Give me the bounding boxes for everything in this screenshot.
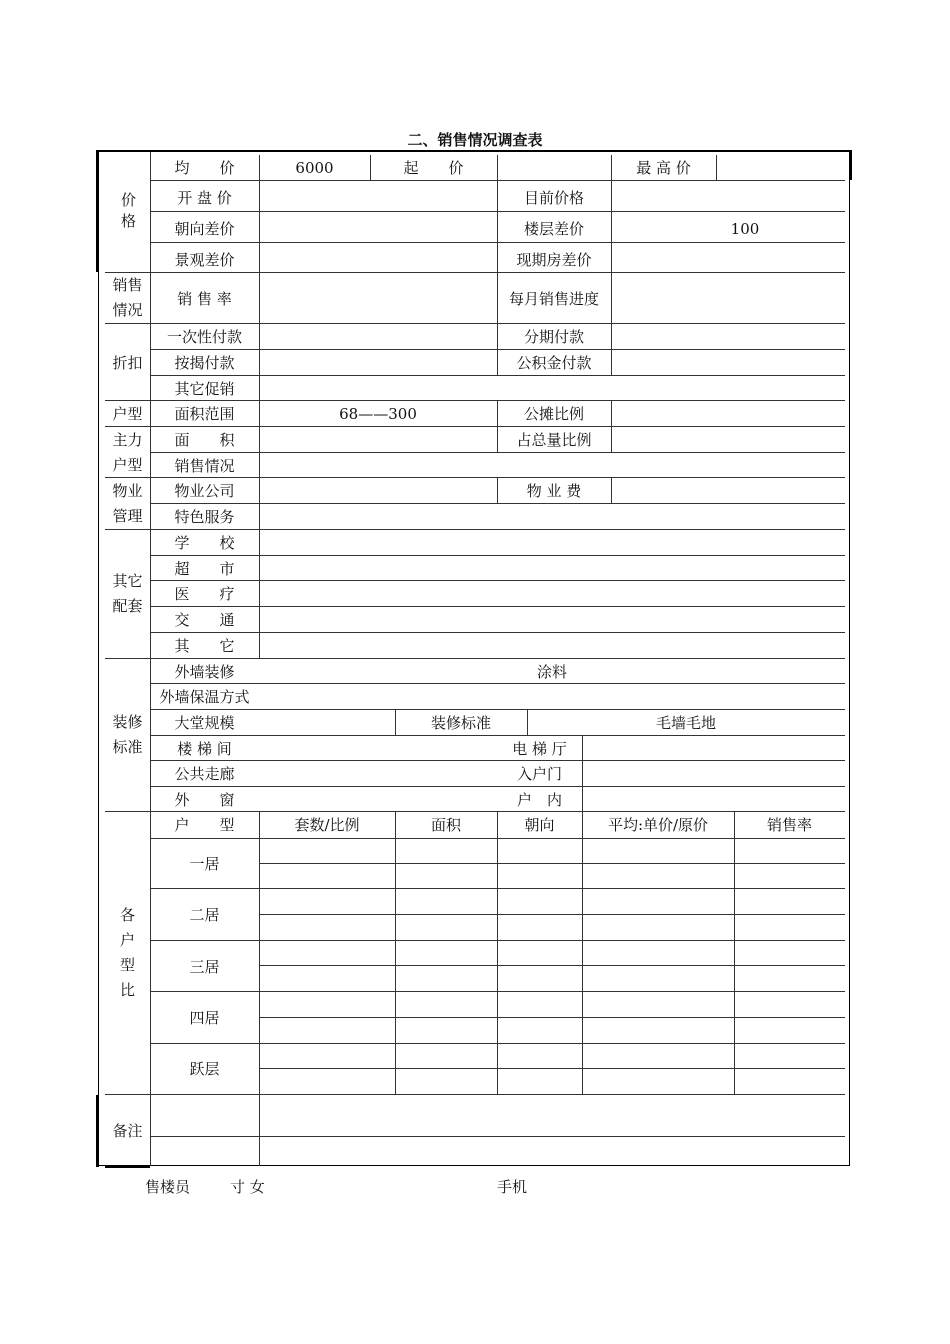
seller-label: 售楼员 [145,1178,191,1196]
facility-medical-label: 医 疗 [174,585,235,603]
ratio-header-orientation: 朝向 [524,816,555,834]
grid-line [259,914,845,915]
floor-diff-label: 楼层差价 [523,220,584,238]
grid-line [497,811,498,1095]
remarks-label: 备注 [112,1121,143,1140]
avg-price-label: 均 价 [174,159,235,177]
decoration-group-label [105,659,150,811]
avg-price-value[interactable]: 6000 [295,159,334,177]
grid-line [611,323,612,375]
ratio-header-count: 套数/比例 [294,816,360,834]
grid-line [259,863,845,864]
facility-school-label: 学 校 [174,534,235,552]
grid-line [734,811,735,1095]
ratio-row-duplex: 跃层 [189,1060,220,1078]
view-diff-label: 景观差价 [174,251,235,269]
full-payment-label: 一次性付款 [166,328,242,346]
main-sales-label: 销售情况 [174,457,235,475]
grid-line [582,811,583,1095]
lobby-label: 大堂规模 [174,714,235,732]
ratio-row-2br: 二居 [189,905,220,924]
grid-line [259,1017,845,1018]
discount-group-label: 折扣 [112,354,143,372]
property-company-label: 物业公司 [174,482,235,500]
frame-accent-right [849,150,852,180]
ratio-group-text: 各户型比 [119,906,135,999]
facility-other-label: 其 它 [174,637,235,655]
current-price-label: 目前价格 [523,189,584,207]
frame-accent-left [96,150,99,272]
area-range-label: 面积范围 [174,405,235,423]
sales-rate-label: 销 售 率 [177,290,232,308]
opening-price-label: 开 盘 价 [177,189,232,207]
grid-line [150,1136,845,1137]
exterior-window-label: 外 窗 [174,791,235,809]
share-of-total-label: 占总量比例 [516,431,592,449]
stairwell-label: 楼 梯 间 [177,740,232,758]
facade-value[interactable]: 涂料 [536,663,567,681]
start-price-label: 起 价 [403,159,464,177]
grid-line [259,965,845,966]
decoration-standard-value[interactable]: 毛墙毛地 [655,714,716,732]
area-range-value[interactable]: 68——300 [339,405,417,423]
ratio-row-3br: 三居 [189,957,220,976]
property-fee-label: 物 业 费 [526,482,582,500]
price-group-text: 价格 [119,192,137,234]
entry-door-label: 入户门 [516,765,562,783]
main-type-group-label [105,427,150,478]
phone-label: 手机 [497,1178,528,1196]
insulation-label: 外墙保温方式 [159,688,250,706]
indoor-label: 户 内 [516,791,562,809]
installment-label: 分期付款 [523,328,584,346]
property-group-text: 物业管理 [112,481,143,525]
floor-diff-value[interactable]: 100 [730,220,760,238]
sales-group-label [105,273,150,323]
main-type-group-text: 主力户型 [112,430,143,474]
price-group-label [105,183,150,243]
corridor-label: 公共走廊 [174,765,235,783]
decoration-standard-label: 装修标准 [430,714,491,732]
monthly-progress-label: 每月销售进度 [508,290,599,308]
orientation-diff-label: 朝向差价 [174,220,235,238]
grid-line [259,1068,845,1069]
facility-transport-label: 交 通 [174,611,235,629]
page-title: 二、销售情况调查表 [407,131,543,149]
special-service-label: 特色服务 [174,508,235,526]
property-group-label [105,478,150,529]
facade-label: 外墙装修 [174,663,235,681]
decoration-group-text: 装修标准 [112,713,143,756]
shared-ratio-label: 公摊比例 [523,405,584,423]
grid-line [582,735,583,812]
ratio-header-type: 户 型 [174,816,235,834]
sales-group-text: 销售情况 [112,276,143,319]
grid-line [611,400,612,452]
facilities-group-text: 其它配套 [112,572,143,615]
grid-line [395,811,396,1095]
ratio-row-4br: 四居 [189,1008,220,1027]
max-price-value[interactable] [716,155,845,181]
seller-name: 寸 女 [230,1178,265,1196]
grid-line [259,811,260,1166]
ratio-header-avg-price: 平均:单价/原价 [607,816,709,834]
ready-diff-label: 现期房差价 [516,251,592,269]
ratio-group-label [105,812,150,1094]
other-promotion-label: 其它促销 [174,380,235,398]
mortgage-label: 按揭付款 [174,354,235,372]
grid-line [611,477,612,503]
ratio-header-sales-rate: 销售率 [766,816,812,834]
main-area-label: 面 积 [174,431,235,449]
ratio-row-1br: 一居 [189,855,220,873]
elevator-hall-label: 电 梯 厅 [512,740,567,758]
frame-accent-left-lower [96,1095,99,1167]
provident-fund-label: 公积金付款 [516,354,592,372]
facility-supermarket-label: 超 市 [174,560,235,578]
frame-accent-top [96,150,852,152]
start-price-value[interactable] [497,155,611,181]
max-price-label: 最 高 价 [636,159,691,177]
ratio-header-area: 面积 [430,816,461,834]
facilities-group-label [105,530,150,658]
unit-type-group-label: 户型 [112,405,143,423]
